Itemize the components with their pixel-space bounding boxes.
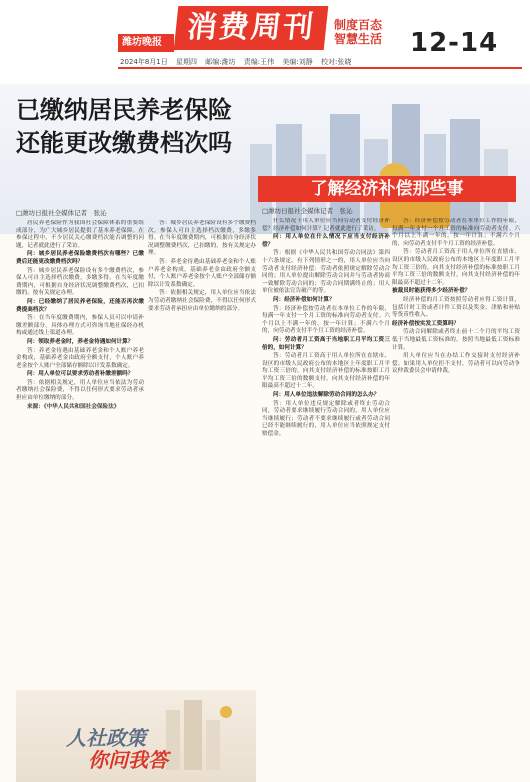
page-range: 12-14 [410,28,499,58]
headline-line-2: 还能更改缴费档次吗 [16,129,232,157]
paragraph: 经济补偿的月工资按照劳动者应得工资计算，包括计时工资或者计件工资以及奖金、津贴和补贴等货币性收入。 [392,296,520,319]
article-1-column [16,220,144,695]
subheading: 经济补偿按实发工资算吗？ [392,320,460,327]
question: 问：用人单位在什么情况下应当支付经济补偿？ [262,234,390,248]
paragraph: 答：依据相关规定，用人单位应当依法为劳动者缴纳社会保险费，不得以任何形式要求劳动者承担应由单位缴纳的部分。 [16,379,144,402]
masthead [0,0,530,84]
article-2-column-2 [392,218,520,782]
brand-line-2: 你问我答 [88,748,168,772]
article-1-column-2 [148,220,256,690]
brand-line-1: 人社政策 [66,726,146,750]
question: 问：用人单位违法解除劳动合同的怎么办？ [273,392,380,399]
article-2-column-1 [262,218,390,782]
paragraph: 用人单位应当在办结工作交接时支付经济补偿。如果用人单位拒不支付，劳动者可以向劳动争议仲裁委员会申请仲裁。 [392,353,520,375]
question: 问：领取养老金时，养老金待遇如何计算？ [27,338,134,345]
paragraph: 答：城乡居民养老保险设有多个缴费档次，参保人可自主选择档次缴费，多缴多得。在当年度缴费期内，可根据自身经济状况调整缴费档次，已扣缴的，按有关规定办理。 [16,267,144,297]
byline-article-2: □潍坊日报社全媒体记者 张沁 [262,207,353,215]
newspaper-logo: 潍坊晚报 [118,34,174,52]
paragraph: 什么情况下用人单位应当向劳动者支付经济补偿？经济补偿如何计算？记者就此进行了采访。 [262,218,390,232]
paragraph: 答：根据《中华人民共和国劳动合同法》第四十六条规定，有下列情形之一的，用人单位应当向劳动者支付经济补偿：劳动者依照规定解除劳动合同的；用人单位提出解除劳动合同并与劳动者协商一致解除劳动合同的；劳动合同期满终止的；用人单位被依法宣告破产的等。 [262,250,390,295]
masthead-divider [118,67,522,69]
paragraph: 答：经济补偿按劳动者在本单位工作的年限，每满一年支付一个月工资的标准向劳动者支付。六个月以上不满一年的，按一年计算；不满六个月的，向劳动者支付半个月工资的经济补偿。 [392,218,520,247]
dateline-date: 2024年8月1日 [120,58,168,66]
article-headline [16,94,232,160]
column-brand-box [16,690,256,782]
byline-article-1: □潍坊日报社全媒体记者 张沁 [16,209,107,217]
headline-line-1: 已缴纳居民养老保险 [16,96,232,124]
source-note: 来源：《中华人民共和国社会保险法》 [27,403,120,410]
dateline-editor: 责编:王伟 [243,58,275,66]
paragraph: 答：劳动者月工资高于用人单位所在直辖市、设区的市级人民政府公布的本地区上年度职工月平均工资三倍的，向其支付经济补偿的标准按职工月平均工资三倍的数额支付，向其支付经济补偿的年限最高不超过十二年。 [392,249,520,286]
paragraph: 答：养老金待遇由基础养老金和个人账户养老金构成，基础养老金由政府全额支付，个人账户养老金按个人账户全部储存额除以计发系数确定。 [148,258,256,288]
paragraph: 答：在当年度缴费期内，参保人员可以申请补缴差额部分，具体办理方式可咨询当地社保经办机构或通过线上渠道办理。 [16,315,144,337]
question: 问：城乡居民养老保险缴费档次有哪些？已缴费后还能更改缴费档次吗？ [16,251,144,265]
question: 问：经济补偿如何计算？ [273,296,335,303]
paragraph: 答：经济补偿按劳动者在本单位工作的年限，每满一年支付一个月工资的标准向劳动者支付。六个月以上不满一年的，按一年计算；不满六个月的，向劳动者支付半个月工资的经济补偿。 [262,305,390,335]
paragraph: 答：劳动者月工资高于用人单位所在直辖市、设区的市级人民政府公布的本地区上年度职工月平均工资三倍的，向其支付经济补偿的标准按职工月平均工资三倍的数额支付，向其支付经济补偿的年限最高不超过十二年。 [262,353,390,390]
dateline-designer: 美编:刘静 [282,58,313,66]
question: 问：劳动者月工资高于当地职工月平均工资三倍的，如何计算？ [262,336,390,351]
paragraph: 答：用人单位违反规定解除或者终止劳动合同，劳动者要求继续履行劳动合同的，用人单位应当继续履行；劳动者不要求继续履行或者劳动合同已经不能继续履行的，用人单位应当依照规定支付赔偿金。 [262,400,390,438]
dateline-proofreader: 校对:张晓 [320,58,352,66]
subheading: 被裁员时能获得多少经济补偿？ [392,288,471,295]
paragraph: 答：依据相关规定，用人单位应当依法为劳动者缴纳社会保险费，不得以任何形式要求劳动者承担应由单位缴纳的部分。 [148,290,256,312]
question: 问：用人单位可以要求劳动者补缴差额吗？ [27,371,134,378]
section-title: 消费周刊 [174,6,329,50]
paragraph: 答：养老金待遇由基础养老金和个人账户养老金构成，基础养老金由政府全额支付，个人账户养老金按个人账户全部储存额除以计发系数确定。 [16,347,144,369]
sub-article-headline: 了解经济补偿那些事 [258,176,516,202]
dateline-weekday: 星期四 [175,58,197,66]
dateline [120,57,520,67]
paragraph: 劳动合同解除或者终止前十二个月的平均工资低于当地最低工资标准的，按照当地最低工资标准计算。 [392,329,520,351]
question: 问：已经缴纳了居民养老保险，还能否再次缴费提高档次？ [16,298,144,313]
section-slogan: 制度百态 智慧生活 [334,18,383,46]
paragraph: 答：城乡居民养老保险设有多个缴费档次，参保人可自主选择档次缴费，多缴多得。在当年度缴费期内，可根据自身经济状况调整缴费档次，已扣缴的，按有关规定办理。 [148,220,256,257]
paragraph: 居民养老保险作为我国社会保障体系的重要组成部分，为广大城乡居民提供了基本养老保障。在参保过程中，不少居民关心缴费档次能否调整的问题，记者就此进行了采访。 [16,220,144,249]
dateline-item: 邮编:潍坊 [205,58,236,66]
